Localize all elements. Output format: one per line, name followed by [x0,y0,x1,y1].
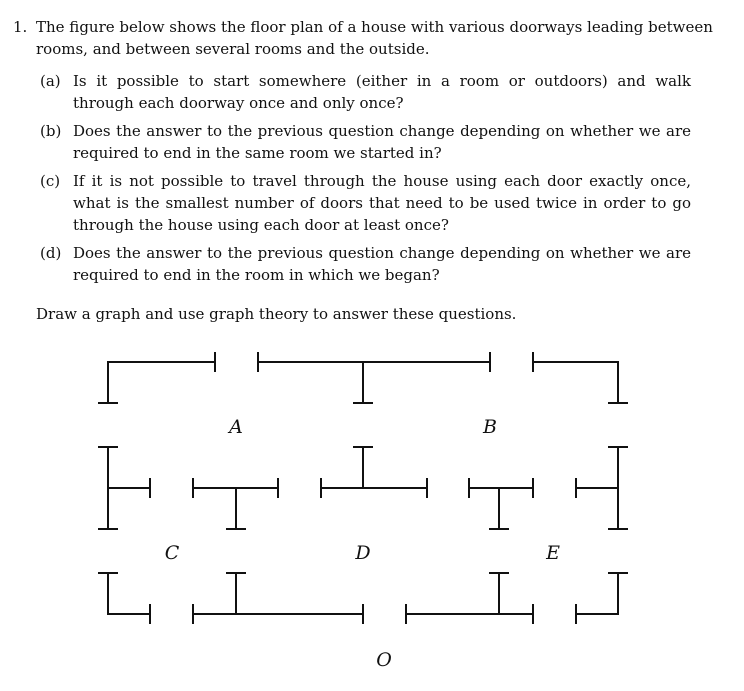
wall-segment [321,447,427,497]
wall-segment [406,573,533,623]
part-text: Is it possible to start somewhere (either in a room or outdoors) and walk through each doorway once and only once? [73,72,691,112]
room-label-d: D [355,542,371,564]
part-text: If it is not possible to travel through the house using each door exactly once, what is the smallest number of doors that need to be used twice in order to go through the house using each door at least once? [73,172,691,234]
part-text: Does the answer to the previous question change depending on whether we are required to end in the same room we started in? [73,122,691,162]
wall-segment [99,447,150,529]
closing-instruction: Draw a graph and use graph theory to answer these questions. [36,305,517,323]
wall-segment [576,573,627,623]
problem-number: 1. [13,18,28,36]
room-label-outside: O [376,649,392,671]
wall-segment [193,573,363,623]
part-text: Does the answer to the previous question change depending on whether we are required to end in the room in which we began? [73,244,691,284]
room-label-a: A [229,416,243,438]
room-label-b: B [483,416,497,438]
part-label: (d) [40,244,62,262]
wall-segment [99,353,215,403]
part-label: (a) [40,72,61,90]
room-label-c: C [164,542,180,564]
room-label-e: E [546,542,560,564]
wall-segment [533,353,627,403]
part-label: (c) [40,172,61,190]
wall-segment [99,573,150,623]
part-label: (b) [40,122,62,140]
wall-segment [193,479,278,529]
wall-segment [469,479,533,529]
wall-segment [576,447,627,529]
problem-intro: The figure below shows the floor plan of a house with various doorways leading between rooms, and between several rooms and the outside. [36,18,713,58]
wall-segment [258,353,490,403]
